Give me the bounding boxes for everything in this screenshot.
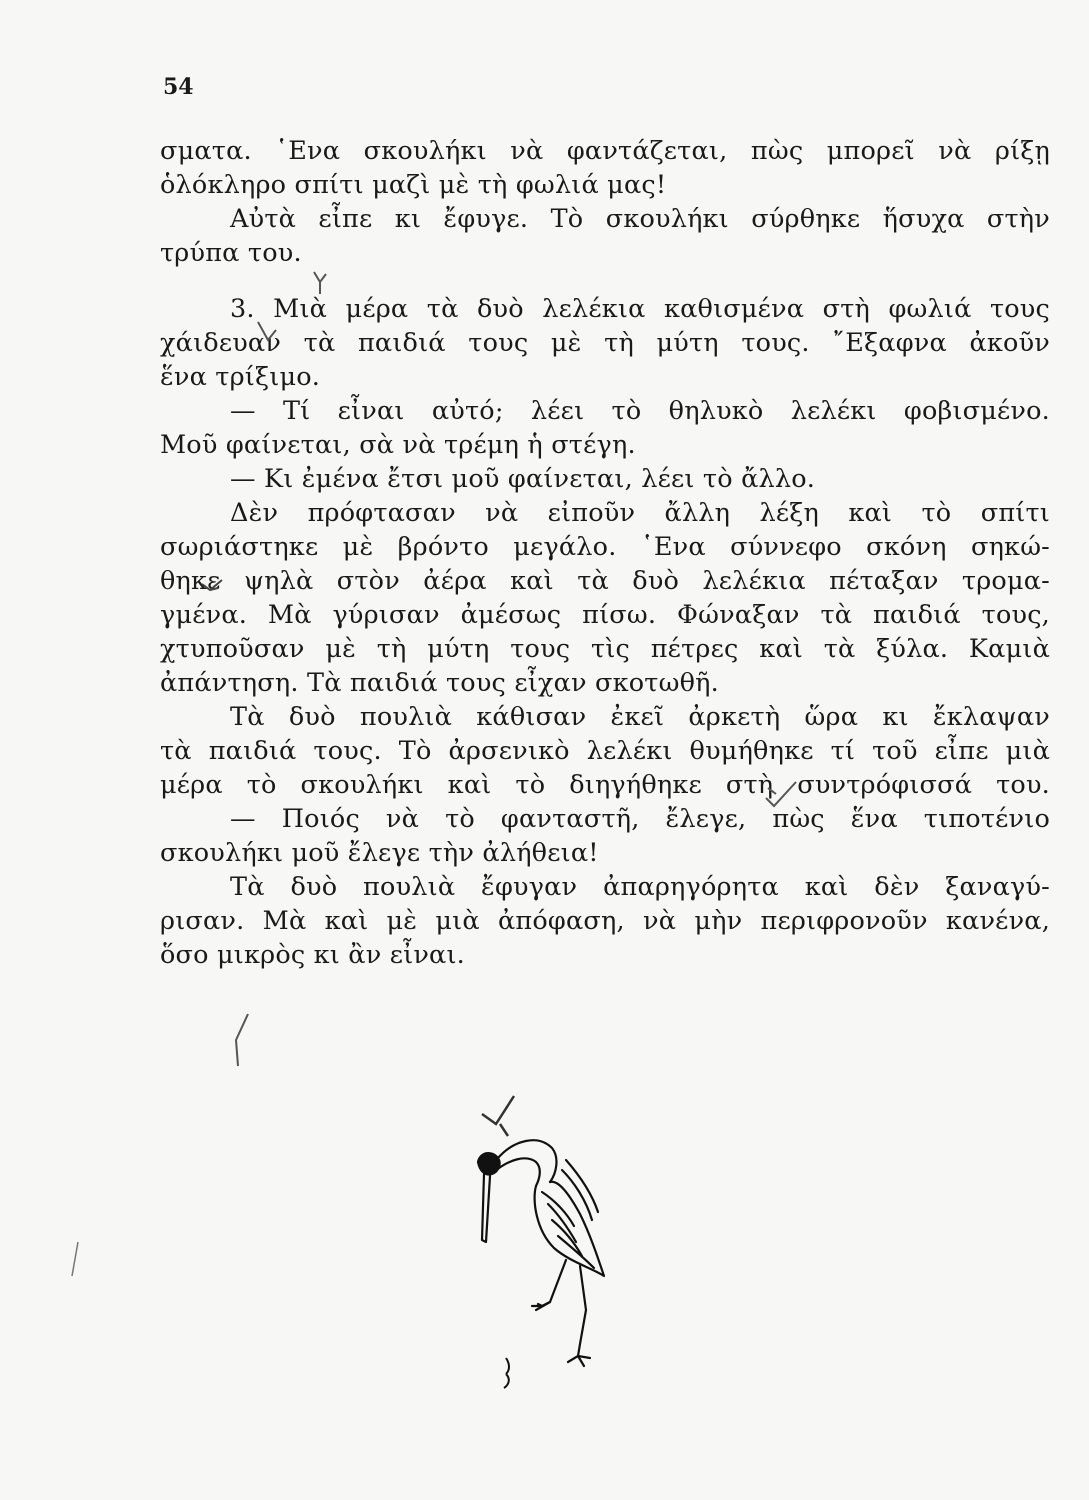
text-line: σκουλήκι μοῦ ἔλεγε τὴν ἀλήθεια!: [160, 838, 599, 868]
pencil-mark-4: [762, 778, 802, 812]
pencil-mark-3: [200, 576, 232, 596]
section-gap: [160, 270, 1050, 292]
text-line: Δὲν πρόφτασαν νὰ εἰποῦν ἄλλη λέξη καὶ τὸ σπίτι: [230, 498, 1050, 528]
text-line: Μοῦ φαίνεται, σὰ νὰ τρέμη ἡ στέγη.: [160, 430, 636, 460]
text-line: τὰ παιδιά τους. Τὸ ἀρσενικὸ λελέκι θυμήθηκε τί τοῦ εἶπε μιὰ: [160, 736, 1050, 766]
pencil-mark-2: [254, 318, 284, 358]
pencil-mark-7: [68, 1240, 82, 1280]
page-number: 54: [163, 74, 194, 100]
text-line: χτυποῦσαν μὲ τὴ μύτη τους τὶς πέτρες καὶ τὰ ξύλα. Καμιὰ: [160, 634, 1050, 664]
text-line: ρισαν. Μὰ καὶ μὲ μιὰ ἀπόφαση, νὰ μὴν περιφρονοῦν κανένα,: [160, 906, 1050, 936]
text-line: ὁλόκληρο σπίτι μαζὶ μὲ τὴ φωλιά μας!: [160, 170, 667, 200]
text-line: θηκε ψηλὰ στὸν ἀέρα καὶ τὰ δυὸ λελέκια πέταξαν τρομα-: [160, 566, 1050, 596]
text-line: 3. Μιὰ μέρα τὰ δυὸ λελέκια καθισμένα στὴ φωλιά τους: [230, 294, 1050, 324]
text-line: χάιδευαν τὰ παιδιά τους μὲ τὴ μύτη τους. ῎Εξαφνα ἀκοῦν: [160, 328, 1050, 358]
story-text: [160, 134, 1050, 972]
text-line: ἀπάντηση. Τὰ παιδιά τους εἶχαν σκοτωθῆ.: [160, 668, 719, 698]
text-line: ὅσο μικρὸς κι ἂν εἶναι.: [160, 940, 465, 970]
text-line: Αὐτὰ εἶπε κι ἔφυγε. Τὸ σκουλήκι σύρθηκε ἥσυχα στὴν: [230, 204, 1050, 234]
text-line: γμένα. Μὰ γύρισαν ἀμέσως πίσω. Φώναξαν τὰ παιδιά τους,: [160, 600, 1050, 630]
text-line: — Ποιός νὰ τὸ φανταστῆ, ἔλεγε, πὼς ἕνα τιποτένιο: [230, 804, 1050, 834]
text-line: — Τί εἶναι αὐτό; λέει τὸ θηλυκὸ λελέκι φοβισμένο.: [230, 396, 1050, 426]
text-line: Τὰ δυὸ πουλιὰ κάθισαν ἐκεῖ ἀρκετὴ ὥρα κι ἔκλαψαν: [230, 702, 1050, 732]
stork-illustration: [462, 1130, 622, 1390]
text-line: μέρα τὸ σκουλήκι καὶ τὸ διηγήθηκε στὴ συντρόφισσά του.: [160, 770, 1050, 800]
text-line: Τὰ δυὸ πουλιὰ ἔφυγαν ἀπαρηγόρητα καὶ δὲν ξαναγύ-: [230, 872, 1050, 902]
text-line: τρύπα του.: [160, 238, 302, 268]
text-line: ἕνα τρίξιμο.: [160, 362, 321, 392]
pencil-mark-5: [228, 1010, 258, 1070]
text-line: σματα. ῾Ενα σκουλήκι νὰ φαντάζεται, πὼς μπορεῖ νὰ ρίξῃ: [160, 136, 1050, 166]
pencil-mark-1: [310, 268, 330, 296]
text-line: σωριάστηκε μὲ βρόντο μεγάλο. ῾Ενα σύννεφο σκόνη σηκώ-: [160, 532, 1050, 562]
text-line: — Κι ἐμένα ἔτσι μοῦ φαίνεται, λέει τὸ ἄλλο.: [230, 464, 816, 494]
